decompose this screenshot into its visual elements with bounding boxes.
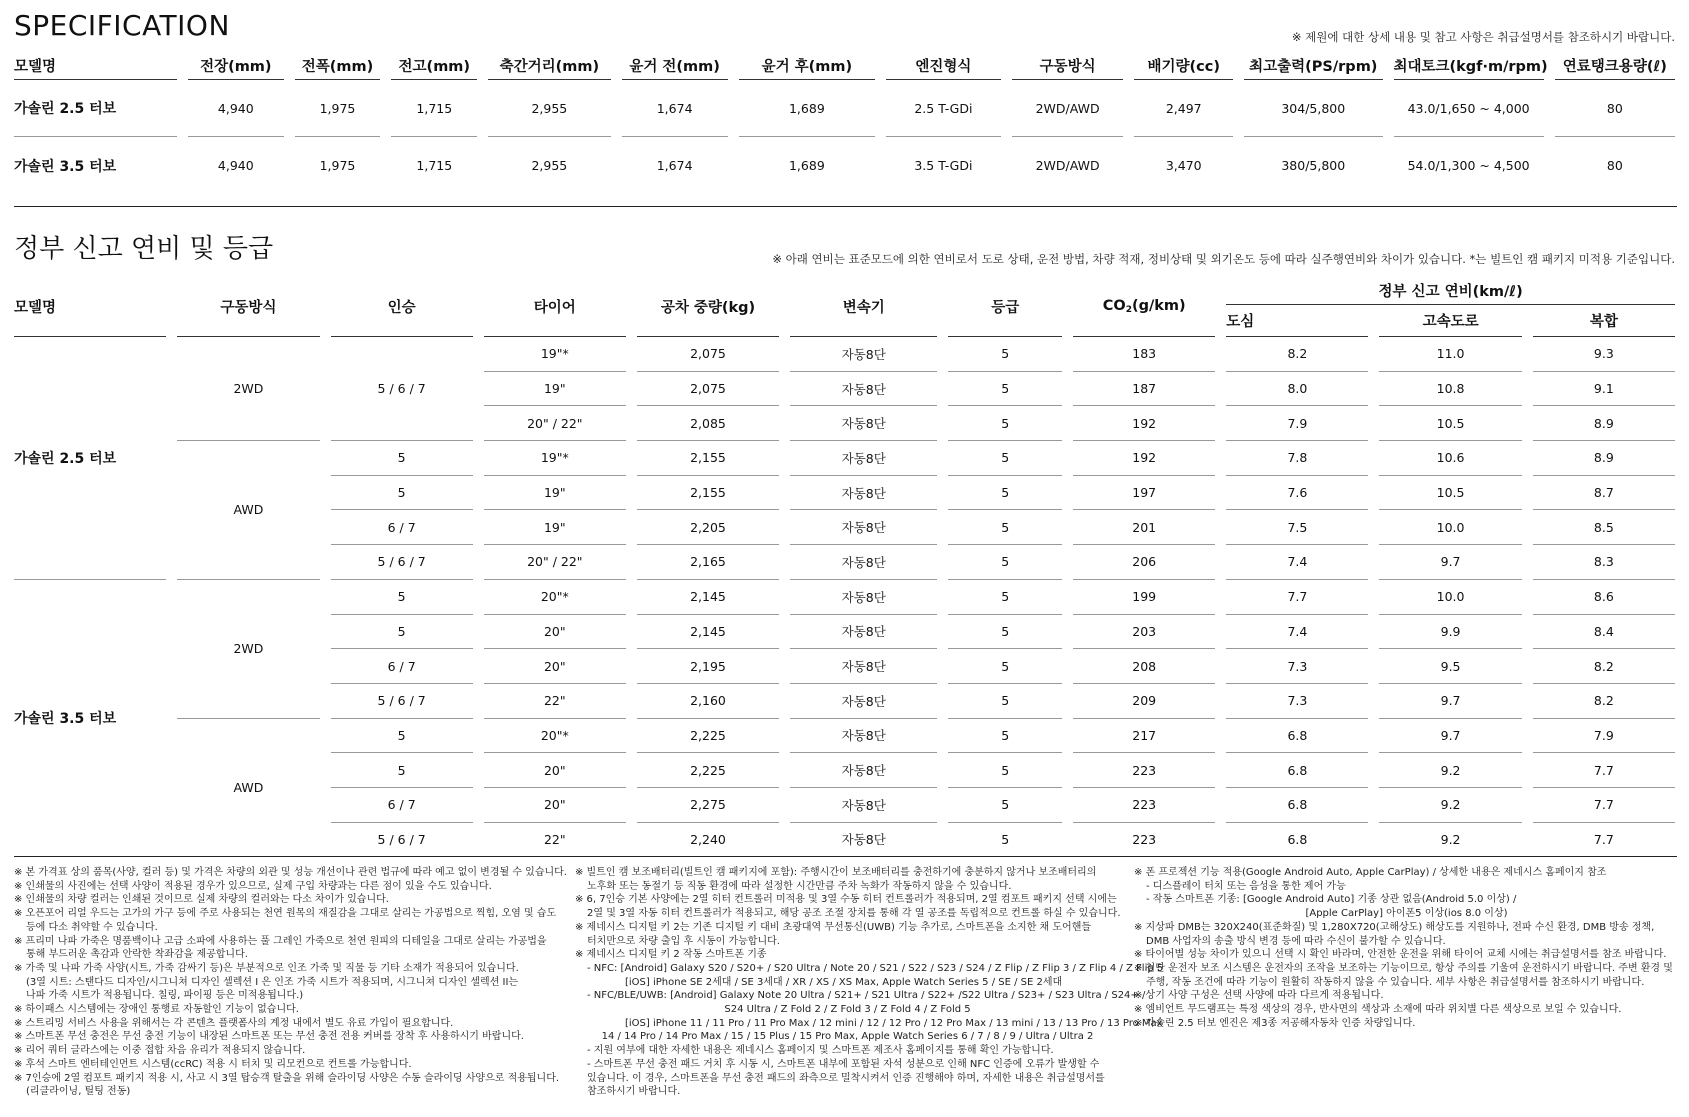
fuel-seats: 5: [331, 615, 473, 650]
note-line: ※ 폰 프로젝션 기능 적용(Google Android Auto, Apple CarPlay) / 상세한 내용은 제네시스 홈페이지 참조: [1134, 867, 1607, 878]
spec-cell: 4,940: [188, 80, 283, 137]
note-line: ※ 본 가격표 상의 품목(사양, 컬러 등) 및 가격은 차량의 외관 및 성능 개선이나 관련 법규에 따라 예고 없이 변경될 수 있습니다.: [14, 867, 567, 878]
spec-cell: 2,497: [1134, 80, 1233, 137]
fuel-cell: 9.7: [1379, 545, 1521, 580]
fuel-cell: 자동8단: [790, 372, 937, 407]
fuel-cell: 2,225: [637, 753, 779, 788]
spec-cell: 4,940: [217, 158, 254, 173]
note-line: ※ 프리미 나파 가죽은 명품백이나 고급 소파에 사용하는 풀 그레인 가죽으로 천연 원피의 디테일을 그대로 살리는 가공법을: [14, 935, 547, 947]
fuel-cell: 9.2: [1379, 788, 1521, 823]
fuel-cell: 8.7: [1533, 476, 1675, 511]
fuel-seats: 5: [331, 719, 473, 754]
fuel-header-tire: 타이어: [484, 277, 626, 337]
fuel-cell: 20": [484, 649, 626, 684]
note-line: 등에 다소 취약할 수 있습니다.: [26, 921, 158, 933]
note-line: ※ 스트리밍 서비스 사용을 위해서는 각 콘텐츠 플랫폼사의 계정 내에서 별도 유료 가입이 필요합니다.: [14, 1017, 454, 1029]
spec-header-cell: 모델명: [14, 52, 177, 80]
note-line: [iOS] iPhone SE 2세대 / SE 3세대 / XR / XS / XS Max, Apple Watch Series 5 / SE / SE 2세대: [625, 976, 1063, 988]
note-line: (3열 시트: 스탠다드 디자인/시그니쳐 디자인 셀렉션 I 은 인조 가죽 시트가 적용되며, 시그니쳐 디자인 셀렉션 II는: [26, 976, 519, 988]
fuel-cell: 8.0: [1226, 372, 1368, 407]
note-line: 노후화 또는 동절기 등 직동 환경에 따라 설정한 시간만큼 주차 녹화가 작동하지 않을 수 있습니다.: [587, 880, 1012, 892]
fuel-cell: 자동8단: [790, 649, 937, 684]
fuel-cell: 8.9: [1533, 441, 1675, 476]
fuel-cell: 5: [948, 441, 1062, 476]
note-line: ※ 상기 사양 구성은 선택 사양에 따라 다르게 적용됩니다.: [1134, 990, 1384, 1002]
fuel-cell: 7.7: [1533, 823, 1675, 858]
fuel-cell: 208: [1073, 649, 1215, 684]
fuel-cell: 5: [948, 719, 1062, 754]
fuel-cell: 5: [948, 580, 1062, 615]
fuel-cell: 2,075: [637, 372, 779, 407]
fuel-cell: 5: [948, 337, 1062, 372]
fuel-cell: 201: [1073, 510, 1215, 545]
spec-header-cell: 전폭(mm): [295, 52, 381, 80]
fuel-cell: 7.4: [1226, 545, 1368, 580]
spec-cell: 2,955: [531, 158, 568, 173]
table-row: [14, 441, 1675, 476]
note-line: ※ 지상파 DMB는 320X240(표준화질) 및 1,280X720(고해상도) 해상도를 지원하나, 전파 수신 환경, DMB 방송 정책,: [1134, 921, 1655, 933]
fuel-cell: 자동8단: [790, 788, 937, 823]
fuel-cell: 8.6: [1533, 580, 1675, 615]
fuel-cell: 7.9: [1533, 719, 1675, 754]
fuel-cell: 2,145: [637, 615, 779, 650]
fuel-cell: 8.2: [1533, 649, 1675, 684]
spec-cell: 1,715: [416, 158, 453, 173]
fuel-cell: 223: [1073, 823, 1215, 858]
fuel-cell: 5: [948, 753, 1062, 788]
fuel-cell: 19": [484, 372, 626, 407]
fuel-cell: 2,225: [637, 719, 779, 754]
fuel-drive: 2WD: [177, 337, 319, 441]
spec-cell: 80: [1606, 158, 1623, 173]
fuel-cell: 5: [948, 615, 1062, 650]
fuel-cell: 192: [1073, 441, 1215, 476]
note-line: S24 Ultra / Z Fold 2 / Z Fold 3 / Z Fold 4 / Z Fold 5: [724, 1004, 971, 1016]
fuel-cell: 7.3: [1226, 649, 1368, 684]
co2-subscript: 2: [1125, 305, 1132, 315]
note-line: ※ 오픈포어 리얼 우드는 고가의 가구 등에 주로 사용되는 천연 원목의 재질감을 그대로 살리는 가공법으로 찍힘, 오염 및 습도: [14, 908, 557, 920]
fuel-cell: 5: [948, 649, 1062, 684]
note-line: ※ 리어 쿼터 글라스에는 이중 접합 차음 유리가 적용되지 않습니다.: [14, 1045, 306, 1057]
fuel-header-seats: 인승: [331, 277, 473, 337]
fuel-cell: 7.7: [1226, 580, 1368, 615]
fuel-cell: 9.9: [1379, 615, 1521, 650]
note-line: ※ 인쇄물의 사진에는 선택 사양이 적용된 경우가 있으므로, 실제 구입 차량과는 다른 점이 있을 수도 있습니다.: [14, 880, 492, 892]
fuel-cell: 6.8: [1226, 753, 1368, 788]
note-line: 14 / 14 Pro / 14 Pro Max / 15 / 15 Plus / 15 Pro Max, Apple Watch Series 6 / 7 / 8 / 9 / Ultra / Ultra 2: [601, 1031, 1094, 1043]
spec-header-cell: 최대토크(kgf·m/rpm): [1394, 52, 1544, 80]
spec-cell: 380/5,800: [1281, 158, 1346, 173]
fuel-seats: 6 / 7: [331, 788, 473, 823]
fuel-cell: 2,085: [637, 406, 779, 441]
note-line: 참조하시기 바랍니다.: [587, 1086, 681, 1098]
fuel-cell: 5: [948, 510, 1062, 545]
fuel-header-co2: [1073, 277, 1215, 337]
spec-row: [14, 80, 1675, 137]
fuel-cell: 223: [1073, 788, 1215, 823]
fuel-cell: 20" / 22": [484, 406, 626, 441]
notes-column-1: [14, 866, 567, 1099]
fuel-cell: 10.0: [1379, 510, 1521, 545]
note-line: ※ 타이어별 성능 차이가 있으니 선택 시 확인 바라며, 안전한 운전을 위해 타이어 교체 시에는 취급설명서를 참조 바랍니다.: [1134, 949, 1667, 961]
note-line: 터치만으로 차량 출입 후 시동이 가능합니다.: [587, 935, 780, 947]
spec-cell: 2WD/AWD: [1035, 158, 1100, 173]
fuel-seats: 5: [331, 441, 473, 476]
spec-cell: 1,715: [391, 80, 477, 137]
fuel-drive: AWD: [177, 441, 319, 580]
notes-column-2: [575, 866, 1164, 1099]
fuel-cell: 자동8단: [790, 615, 937, 650]
co2-suffix: (g/km): [1131, 298, 1186, 314]
fuel-cell: 7.6: [1226, 476, 1368, 511]
spec-cell: 2,955: [488, 80, 610, 137]
co2-prefix: CO: [1102, 298, 1126, 314]
table-row: [14, 337, 1675, 372]
fuel-cell: 199: [1073, 580, 1215, 615]
fuel-cell: 209: [1073, 684, 1215, 719]
note-line: ※ 첨단 운전자 보조 시스템은 운전자의 조작을 보조하는 기능이므로, 항상 주의를 기울여 운전하시기 바랍니다. 주변 환경 및: [1134, 962, 1673, 974]
spec-header-cell: 배기량(cc): [1134, 52, 1233, 80]
fuel-bottom-rule: [14, 856, 1677, 857]
fuel-cell: 5: [948, 406, 1062, 441]
fuel-cell: 19"*: [484, 337, 626, 372]
fuel-cell: 5: [948, 788, 1062, 823]
fuel-cell: 2,195: [637, 649, 779, 684]
fuel-cell: 8.2: [1533, 684, 1675, 719]
spec-header-cell: 엔진형식: [886, 52, 1001, 80]
fuel-seats: 6 / 7: [331, 510, 473, 545]
fuel-cell: 10.8: [1379, 372, 1521, 407]
fuel-seats: 5: [331, 753, 473, 788]
note-line: ※ 스마트폰 무선 충전은 무선 충전 기능이 내장된 스마트폰 또는 무선 충전 전용 커버를 장착 후 사용하시기 바랍니다.: [14, 1031, 524, 1043]
spec-cell: 304/5,800: [1244, 80, 1382, 137]
fuel-cell: 10.6: [1379, 441, 1521, 476]
fuel-seats: 5 / 6 / 7: [331, 823, 473, 858]
fuel-cell: 자동8단: [790, 753, 937, 788]
fuel-cell: 10.5: [1379, 406, 1521, 441]
table-row: [14, 719, 1675, 754]
fuel-cell: 8.2: [1226, 337, 1368, 372]
note-line: ※ 가죽 및 나파 가죽 사양(시트, 가죽 감싸기 등)은 부분적으로 인조 가죽 및 직물 등 기타 소재가 적용되어 있습니다.: [14, 962, 519, 974]
fuel-cell: 2,155: [637, 441, 779, 476]
spec-body: [14, 80, 1675, 194]
fuel-cell: 자동8단: [790, 823, 937, 858]
note-line: ※ 빌트인 캠 보조배터리(빌트인 캠 패키지에 포함): 주행시간이 보조배터리를 충전하기에 충분하지 않거나 보조배터리의: [575, 867, 1097, 878]
spec-cell: 80: [1555, 80, 1675, 137]
fuel-seats: 5: [331, 580, 473, 615]
fuel-cell: 10.0: [1379, 580, 1521, 615]
fuel-cell: 2,075: [637, 337, 779, 372]
spec-cell: 1,975: [319, 158, 356, 173]
fuel-cell: 20"*: [484, 719, 626, 754]
note-line: ※ 후석 스마트 엔터테인먼트 시스템(ccRC) 적용 시 터치 및 리모컨으로 컨트롤 가능합니다.: [14, 1058, 412, 1070]
fuel-seats: 6 / 7: [331, 649, 473, 684]
spec-header-cell: 전장(mm): [188, 52, 283, 80]
spec-header-cell: 구동방식: [1012, 52, 1124, 80]
spec-header-cell: 최고출력(PS/rpm): [1244, 52, 1382, 80]
fuel-header-efficiency: 정부 신고 연비(km/ℓ): [1226, 277, 1675, 305]
fuel-cell: 2,275: [637, 788, 779, 823]
spec-row: [14, 137, 1675, 194]
fuel-cell: 8.4: [1533, 615, 1675, 650]
fuel-cell: 19": [484, 476, 626, 511]
fuel-cell: 6.8: [1226, 719, 1368, 754]
fuel-cell: 7.8: [1226, 441, 1368, 476]
fuel-cell: 5: [948, 684, 1062, 719]
note-line: [Apple CarPlay] 아이폰5 이상(ios 8.0 이상): [1305, 908, 1508, 920]
note-line: 나파 가죽 시트가 적용됩니다. 칠링, 파이핑 등은 미적용됩니다.): [26, 990, 304, 1002]
fuel-cell: 자동8단: [790, 580, 937, 615]
fuel-cell: 5: [948, 545, 1062, 580]
fuel-cell: 2,165: [637, 545, 779, 580]
fuel-cell: 8.5: [1533, 510, 1675, 545]
fuel-note: ※ 아래 연비는 표준모드에 의한 연비로서 도로 상태, 운전 방법, 차량 적재, 정비상태 및 외기온도 등에 따라 실주행연비와 차이가 있습니다. *는 빌트인 캠 패키지 미적용 기준입니다.: [772, 252, 1675, 266]
fuel-cell: 9.7: [1379, 719, 1521, 754]
fuel-cell: 217: [1073, 719, 1215, 754]
fuel-seats: 5 / 6 / 7: [331, 337, 473, 441]
fuel-cell: 6.8: [1226, 788, 1368, 823]
fuel-cell: 22": [484, 823, 626, 858]
fuel-cell: 9.5: [1379, 649, 1521, 684]
note-line: - 작동 스마트폰 기종: [Google Android Auto] 기종 상관 없음(Android 5.0 이상) /: [1146, 894, 1517, 906]
fuel-cell: 7.4: [1226, 615, 1368, 650]
fuel-cell: 9.1: [1533, 372, 1675, 407]
fuel-cell: 197: [1073, 476, 1215, 511]
fuel-cell: 2,160: [637, 684, 779, 719]
notes-column-3: [1134, 866, 1679, 1030]
fuel-model-name: 가솔린 2.5 터보: [14, 337, 166, 580]
note-line: ※ 엠비언트 무드램프는 특정 색상의 경우, 반사면의 색상과 소재에 따라 위치별 다른 색상으로 보일 수 있습니다.: [1134, 1004, 1622, 1016]
fuel-cell: 11.0: [1379, 337, 1521, 372]
fuel-cell: 10.5: [1379, 476, 1521, 511]
spec-model-name: 가솔린 2.5 터보: [14, 80, 177, 137]
note-line: ※ 가솔린 2.5 터보 엔진은 제3종 저공해자동차 인증 차량입니다.: [1134, 1017, 1416, 1029]
fuel-cell: 5: [948, 476, 1062, 511]
note-line: - 디스플레이 터치 또는 음성을 통한 제어 가능: [1146, 880, 1346, 892]
note-line: (리클라이닝, 틸팅 전동): [26, 1086, 131, 1098]
note-line: 2열 및 3열 자동 히터 컨트롤러가 적용되고, 해당 공조 조절 장치를 통해 각 열 공조를 독립적으로 컨트롤 하실 수 있습니다.: [587, 908, 1121, 920]
spec-cell: 2.5 T-GDi: [886, 80, 1001, 137]
spec-cell: 1,689: [739, 80, 875, 137]
fuel-header-city: 도심: [1226, 305, 1368, 337]
spec-note: ※ 제원에 대한 상세 내용 및 참고 사항은 취급설명서를 참조하시기 바랍니다.: [1291, 30, 1675, 44]
fuel-cell: 19": [484, 510, 626, 545]
fuel-cell: 2,205: [637, 510, 779, 545]
fuel-cell: 187: [1073, 372, 1215, 407]
spec-header-cell: 전고(mm): [391, 52, 477, 80]
spec-cell: 3,470: [1165, 158, 1202, 173]
fuel-cell: 9.3: [1533, 337, 1675, 372]
spec-cell: 1,975: [295, 80, 381, 137]
note-line: - NFC: [Android] Galaxy S20 / S20+ / S20 Ultra / Note 20 / S21 / S22 / S23 / S24 / Z Flip / Z Flip 3 / Z Flip 4 / Z Flip 5: [587, 962, 1164, 974]
spec-table: [3, 52, 1686, 194]
fuel-model-name: 가솔린 3.5 터보: [14, 580, 166, 858]
fuel-header-combined: 복합: [1533, 305, 1675, 337]
fuel-drive: 2WD: [177, 580, 319, 719]
spec-cell: 3.5 T-GDi: [914, 158, 973, 173]
fuel-cell: 20": [484, 753, 626, 788]
spec-header-cell: 윤거 후(mm): [739, 52, 875, 80]
fuel-cell: 자동8단: [790, 684, 937, 719]
fuel-cell: 2,145: [637, 580, 779, 615]
note-line: ※ 제네시스 디지털 키 2 작동 스마트폰 기종: [575, 949, 767, 961]
note-line: ※ 7인승에 2열 컴포트 패키지 적용 시, 사고 시 3열 탑승객 탈출을 위해 슬라이딩 사양은 수동 슬라이딩 사양으로 적용됩니다.: [14, 1072, 560, 1084]
note-line: 통해 부드러운 촉감과 안락한 착좌감을 제공합니다.: [26, 949, 248, 961]
fuel-header-transmission: 변속기: [790, 277, 937, 337]
note-line: ※ 6, 7인승 기본 사양에는 2열 히터 컨트롤러 미적용 및 3열 수동 히터 컨트롤러가 적용되며, 2열 컴포트 패키지 선택 시에는: [575, 894, 1117, 906]
spec-cell: 2WD/AWD: [1012, 80, 1124, 137]
note-line: - 지원 여부에 대한 자세한 내용은 제네시스 홈페이지 및 스마트폰 제조사 홈페이지를 통해 확인 가능합니다.: [587, 1045, 1054, 1057]
spec-cell: 43.0/1,650 ~ 4,000: [1394, 80, 1544, 137]
spec-title: SPECIFICATION: [14, 9, 230, 42]
fuel-cell: 20"*: [484, 580, 626, 615]
fuel-cell: 5: [948, 823, 1062, 858]
spec-header-row: [14, 52, 1675, 80]
note-line: DMB 사업자의 송출 방식 변경 등에 따라 수신이 불가할 수 있습니다.: [1146, 935, 1446, 947]
fuel-table: [3, 277, 1686, 857]
fuel-header-weight: 공차 중량(kg): [637, 277, 779, 337]
fuel-cell: 20" / 22": [484, 545, 626, 580]
fuel-header-highway: 고속도로: [1379, 305, 1521, 337]
spec-model-name: 가솔린 3.5 터보: [14, 158, 117, 175]
fuel-cell: 192: [1073, 406, 1215, 441]
note-line: ※ 하이패스 시스템에는 장애인 통행료 자동할인 기능이 없습니다.: [14, 1004, 299, 1016]
fuel-cell: 183: [1073, 337, 1215, 372]
fuel-cell: 자동8단: [790, 337, 937, 372]
fuel-cell: 자동8단: [790, 545, 937, 580]
fuel-cell: 7.9: [1226, 406, 1368, 441]
note-line: - 스마트폰 무선 충전 패드 거치 후 시동 시, 스마트폰 내부에 포함된 자석 성분으로 인해 NFC 인증에 오류가 발생할 수: [587, 1058, 1100, 1070]
fuel-cell: 5: [948, 372, 1062, 407]
fuel-cell: 9.2: [1379, 823, 1521, 858]
fuel-cell: 7.5: [1226, 510, 1368, 545]
fuel-cell: 7.7: [1533, 753, 1675, 788]
fuel-cell: 자동8단: [790, 719, 937, 754]
fuel-cell: 203: [1073, 615, 1215, 650]
fuel-header-drive: 구동방식: [177, 277, 319, 337]
fuel-cell: 자동8단: [790, 476, 937, 511]
spec-cell: 54.0/1,300 ~ 4,500: [1407, 158, 1530, 173]
note-line: [iOS] iPhone 11 / 11 Pro / 11 Pro Max / 12 mini / 12 / 12 Pro / 12 Pro Max / 13 mini / 13 / 13 Pro / 13 Pro Max: [625, 1017, 1163, 1029]
note-line: 있습니다. 이 경우, 스마트폰을 무선 충전 패드의 좌측으로 밀착시켜서 인증 진행해야 하며, 자세한 내용은 취급설명서를: [587, 1072, 1105, 1084]
fuel-cell: 자동8단: [790, 441, 937, 476]
fuel-header-grade: 등급: [948, 277, 1062, 337]
fuel-cell: 7.3: [1226, 684, 1368, 719]
fuel-cell: 7.7: [1533, 788, 1675, 823]
fuel-seats: 5: [331, 476, 473, 511]
table-row: [14, 580, 1675, 615]
fuel-body: [14, 337, 1675, 857]
note-line: - NFC/BLE/UWB: [Android] Galaxy Note 20 Ultra / S21+ / S21 Ultra / S22+ /S22 Ultra / S23+ / S23 Ultra / S24+ /: [587, 990, 1146, 1002]
fuel-cell: 223: [1073, 753, 1215, 788]
fuel-cell: 6.8: [1226, 823, 1368, 858]
fuel-seats: 5 / 6 / 7: [331, 545, 473, 580]
fuel-seats: 5 / 6 / 7: [331, 684, 473, 719]
fuel-cell: 9.7: [1379, 684, 1521, 719]
fuel-header-row-1: [14, 277, 1675, 305]
spec-header-cell: 윤거 전(mm): [622, 52, 728, 80]
spec-cell: 1,689: [788, 158, 825, 173]
fuel-cell: 9.2: [1379, 753, 1521, 788]
spec-header-cell: 연료탱크용량(ℓ): [1555, 52, 1675, 80]
spec-cell: 1,674: [656, 158, 693, 173]
fuel-cell: 2,155: [637, 476, 779, 511]
fuel-cell: 8.9: [1533, 406, 1675, 441]
fuel-cell: 자동8단: [790, 406, 937, 441]
fuel-cell: 19"*: [484, 441, 626, 476]
spec-cell: 1,674: [622, 80, 728, 137]
fuel-cell: 자동8단: [790, 510, 937, 545]
spec-bottom-rule: [14, 206, 1677, 207]
note-line: 주행, 작동 조건에 따라 기능이 원활히 작동하지 않을 수 있습니다. 세부 사항은 취급설명서를 참조하시기 바랍니다.: [1146, 976, 1645, 988]
fuel-title: 정부 신고 연비 및 등급: [14, 234, 274, 264]
fuel-drive: AWD: [177, 719, 319, 858]
fuel-cell: 20": [484, 615, 626, 650]
fuel-cell: 206: [1073, 545, 1215, 580]
fuel-cell: 2,240: [637, 823, 779, 858]
fuel-cell: 20": [484, 788, 626, 823]
fuel-cell: 22": [484, 684, 626, 719]
spec-header-cell: 축간거리(mm): [488, 52, 610, 80]
fuel-cell: 8.3: [1533, 545, 1675, 580]
note-line: ※ 인쇄물의 차량 컬러는 인쇄된 것이므로 실제 차량의 컬러와는 다소 차이가 있습니다.: [14, 894, 389, 906]
fuel-header-model: 모델명: [14, 277, 166, 337]
note-line: ※ 제네시스 디지털 키 2는 기존 디지털 키 대비 초광대역 무선통신(UWB) 기능 추가로, 스마트폰을 소지한 채 도어핸들: [575, 921, 1092, 933]
